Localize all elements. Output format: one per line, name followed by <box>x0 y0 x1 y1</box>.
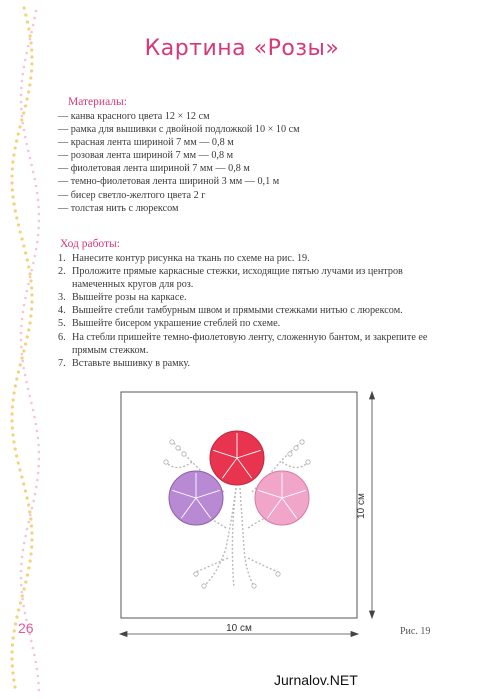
step-item: 5. Вышейте бисером украшение стеблей по схеме. <box>58 318 281 330</box>
width-label: 10 см <box>226 623 252 634</box>
rose-pink <box>255 471 309 525</box>
list-item: — красная лента шириной 7 мм — 0,8 м <box>58 136 300 149</box>
rose-red <box>210 431 264 485</box>
procedure-heading: Ход работы: <box>60 238 120 250</box>
list-item: — розовая лента шириной 7 мм — 0,8 м <box>58 149 300 162</box>
decorative-dot-border <box>0 0 60 699</box>
list-item: — фиолетовая лента шириной 7 мм — 0,8 м <box>58 162 300 175</box>
embroidery-scheme-figure <box>108 388 388 648</box>
list-item: — рамка для вышивки с двойной подложкой 10 × 10 см <box>58 123 300 136</box>
materials-heading: Материалы: <box>68 96 127 108</box>
step-item: 7. Вставьте вышивку в рамку. <box>58 357 191 369</box>
list-item: — бисер светло-желтого цвета 2 г <box>58 189 300 202</box>
materials-list <box>58 110 300 215</box>
page-title: Картина «Розы» <box>144 36 340 61</box>
list-item: — темно-фиолетовая лента шириной 3 мм — 0,1 м <box>58 175 300 188</box>
page-number: 26 <box>18 620 34 636</box>
step-item: 6. На стебли пришейте темно-фиолетовую ленту, сложенную бантом, и закрепите ее прямым стежком. <box>58 331 428 356</box>
figure-caption: Рис. 19 <box>400 626 431 637</box>
list-item: — толстая нить с люрексом <box>58 202 300 215</box>
watermark: Jurnalov.NET <box>274 672 358 688</box>
height-label: 10 см <box>356 493 367 519</box>
frame-outline <box>121 392 357 618</box>
height-dimension <box>370 392 375 618</box>
procedure-steps <box>58 252 458 370</box>
list-item: — канва красного цвета 12 × 12 см <box>58 110 300 123</box>
rose-violet <box>169 471 223 525</box>
step-item: 2. Проложите прямые каркасные стежки, исходящие пятью лучами из центров намеченных кругов для роз. <box>58 266 403 291</box>
step-item: 4. Вышейте стебли тамбурным швом и прямыми стежками нитью с люрексом. <box>58 305 403 317</box>
step-item: 3. Вышейте розы на каркасе. <box>58 292 187 304</box>
step-item: 1. Нанесите контур рисунка на ткань по схеме на рис. 19. <box>58 253 310 264</box>
